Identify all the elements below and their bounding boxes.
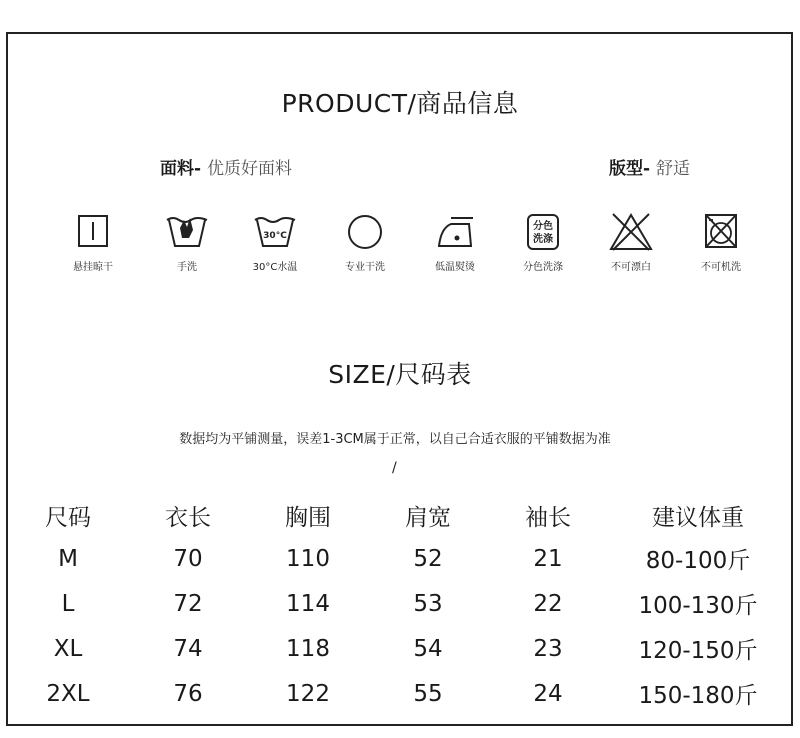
care-item-hang-dry xyxy=(48,212,138,273)
cell-length: 72 xyxy=(173,590,203,617)
size-title: SIZE/尺码表 xyxy=(328,360,472,389)
cell-sleeve: 24 xyxy=(533,680,563,707)
professional-dry-clean-icon xyxy=(341,212,389,252)
care-instructions xyxy=(48,212,768,282)
cell-shoulder: 52 xyxy=(413,545,443,572)
care-label: 专业干洗 xyxy=(345,262,385,273)
care-label: 不可漂白 xyxy=(611,262,651,273)
cell-shoulder: 55 xyxy=(413,680,443,707)
header-length: 衣长 xyxy=(165,504,211,531)
cell-size: XL xyxy=(53,635,83,662)
care-item-low-iron xyxy=(410,212,500,273)
low-iron-icon xyxy=(431,212,479,252)
care-item-no-machine-wash xyxy=(676,212,766,273)
cell-chest: 114 xyxy=(286,590,330,617)
header-shoulder: 肩宽 xyxy=(405,504,451,531)
separate-wash-text-2: 洗涤 xyxy=(533,234,553,245)
cell-chest: 122 xyxy=(286,680,330,707)
table-row xyxy=(8,581,788,626)
size-table-header xyxy=(8,494,788,536)
cell-weight: 120-150斤 xyxy=(638,638,758,664)
cell-size: M xyxy=(58,545,78,572)
table-row xyxy=(8,671,788,716)
cell-chest: 118 xyxy=(286,635,330,662)
cell-sleeve: 23 xyxy=(533,635,563,662)
care-label: 悬挂晾干 xyxy=(73,262,113,273)
cell-weight: 150-180斤 xyxy=(638,683,758,709)
care-label: 分色洗涤 xyxy=(523,262,563,273)
slash-mark: / xyxy=(392,460,397,476)
fit-value: 舒适 xyxy=(655,159,690,179)
cell-sleeve: 22 xyxy=(533,590,563,617)
fabric-value: 优质好面料 xyxy=(206,159,292,179)
wash-temp-text: 30°C xyxy=(263,231,287,241)
no-bleach-icon xyxy=(607,212,655,252)
separate-wash-text-1: 分色 xyxy=(533,221,553,232)
header-weight: 建议体重 xyxy=(652,504,744,531)
table-row xyxy=(8,536,788,581)
care-item-wash-30 xyxy=(230,212,320,273)
cell-weight: 100-130斤 xyxy=(638,593,758,619)
cell-length: 76 xyxy=(173,680,203,707)
cell-size: 2XL xyxy=(46,680,90,707)
fit-info xyxy=(609,154,690,179)
care-item-dry-clean xyxy=(320,212,410,273)
care-label: 手洗 xyxy=(177,262,197,273)
care-item-separate-wash xyxy=(498,212,588,273)
care-item-no-bleach xyxy=(586,212,676,273)
fit-separator: - xyxy=(643,159,656,179)
no-machine-wash-icon xyxy=(697,212,745,252)
cell-weight: 80-100斤 xyxy=(645,548,751,574)
header-sleeve: 袖长 xyxy=(525,504,571,531)
cell-shoulder: 53 xyxy=(413,590,443,617)
cell-sleeve: 21 xyxy=(533,545,563,572)
wash-30-icon xyxy=(251,212,299,252)
care-label: 30°C水温 xyxy=(252,262,298,273)
fabric-label: 面料 xyxy=(160,159,194,179)
cell-length: 74 xyxy=(173,635,203,662)
fabric-info xyxy=(160,154,292,179)
header-size: 尺码 xyxy=(45,504,91,531)
size-table xyxy=(8,494,788,716)
care-label: 不可机洗 xyxy=(701,262,741,273)
hand-wash-icon xyxy=(163,212,211,252)
separate-wash-icon xyxy=(519,212,567,252)
cell-length: 70 xyxy=(173,545,203,572)
fit-label: 版型 xyxy=(609,159,643,179)
measurement-note: 数据均为平铺测量，误差1-3CM属于正常，以自己合适衣服的平铺数据为准 xyxy=(179,432,611,447)
hang-dry-icon xyxy=(69,212,117,252)
table-row xyxy=(8,626,788,671)
cell-chest: 110 xyxy=(286,545,330,572)
care-label: 低温熨烫 xyxy=(435,262,475,273)
fabric-separator: - xyxy=(194,159,207,179)
cell-shoulder: 54 xyxy=(413,635,443,662)
care-item-hand-wash xyxy=(142,212,232,273)
cell-size: L xyxy=(61,590,75,617)
header-chest: 胸围 xyxy=(285,504,331,531)
product-title: PRODUCT/商品信息 xyxy=(281,89,519,118)
